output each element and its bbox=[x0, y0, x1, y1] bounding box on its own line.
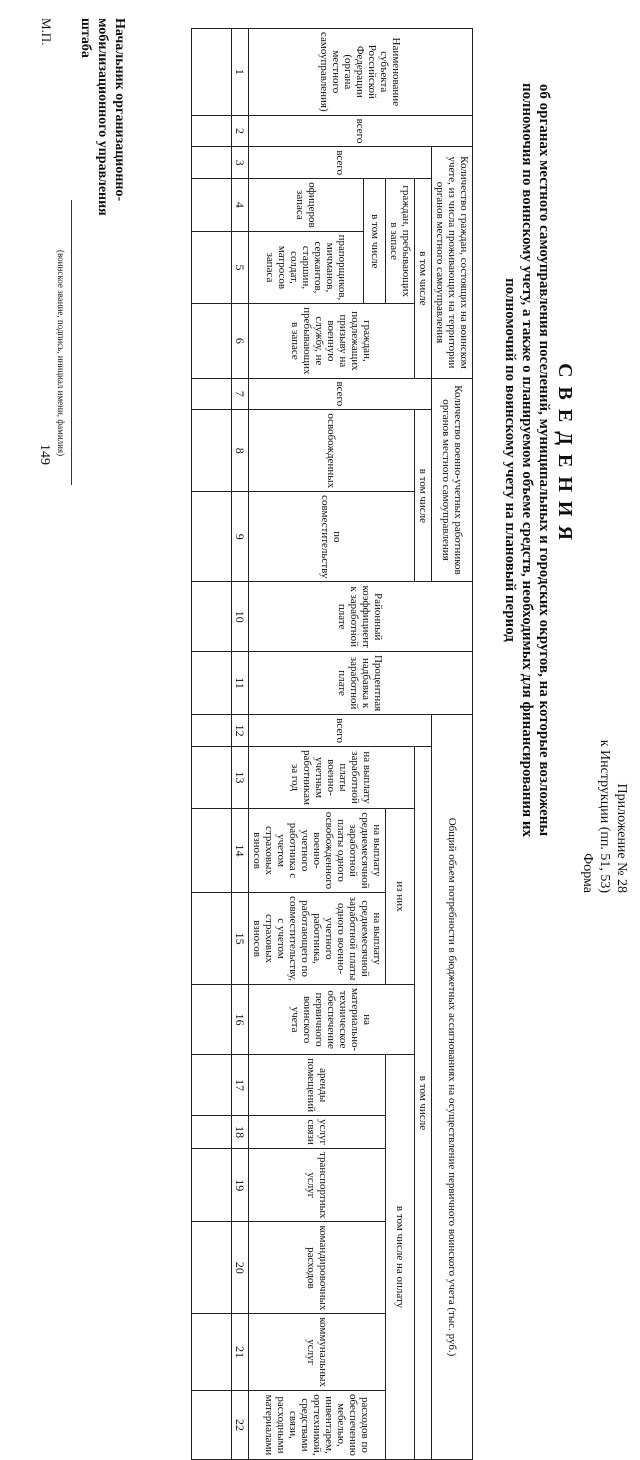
data-table bbox=[191, 28, 473, 1460]
header-staff-group: Количество военно-учетных работников органов местного самоуправления bbox=[432, 378, 473, 582]
appendix-instruction: к Инструкции (пп. 51, 53) bbox=[597, 739, 612, 893]
header-including-payment: в том числе на оплату bbox=[386, 1055, 415, 1460]
column-number: 6 bbox=[232, 304, 249, 378]
header-transport: транспортных услуг bbox=[249, 1149, 386, 1222]
column-number: 14 bbox=[232, 808, 249, 892]
appendix-reference bbox=[579, 740, 630, 893]
column-number: 18 bbox=[232, 1116, 249, 1149]
appendix-number: Приложение № 28 bbox=[614, 783, 629, 893]
header-reserve-soldiers: прапорщиков, мичманов, сержантов, старшин, солдат, матросов запаса bbox=[249, 231, 364, 304]
page-number: 149 bbox=[37, 444, 52, 465]
signature-position-line2: мобилизационного управления bbox=[95, 18, 110, 216]
header-reserve-officers: офицеров запаса bbox=[249, 179, 364, 231]
header-staff-total: всего bbox=[249, 378, 432, 410]
header-citizens-total: всего bbox=[249, 147, 432, 179]
column-number: 20 bbox=[232, 1222, 249, 1314]
column-number: 22 bbox=[232, 1391, 249, 1460]
column-number: 21 bbox=[232, 1314, 249, 1391]
header-total-col2: всего bbox=[249, 115, 473, 147]
header-staff-part-time: по совместительству bbox=[249, 492, 415, 582]
empty-data-row bbox=[192, 29, 232, 1460]
column-number: 9 bbox=[232, 492, 249, 582]
column-number: 19 bbox=[232, 1149, 249, 1222]
column-number: 7 bbox=[232, 378, 249, 410]
header-percentage-bonus: Процентная надбавка к заработной плате bbox=[249, 651, 473, 714]
column-number: 11 bbox=[232, 651, 249, 714]
header-reserve-citizens: граждан, пребывающих в запасе bbox=[386, 179, 415, 304]
signature-position-line3: штаба bbox=[78, 18, 93, 58]
header-funds-group: Общий объем потребности в бюджетных ассигнованиях на осуществление первичного воинского учета (тыс. руб.) bbox=[432, 715, 473, 1460]
appendix-form-label: Форма bbox=[580, 853, 595, 893]
header-equipment: расходов по обеспечению мебелью, инвентарем, оргтехникой, средствами связи, расходными материалами bbox=[249, 1391, 386, 1460]
header-salary-part-time: на выплату среднемесячной заработной платы одного военно-учетного работника, работающего по совместительству, с учетом страховых взносов bbox=[249, 893, 386, 985]
column-number: 15 bbox=[232, 893, 249, 985]
column-number: 13 bbox=[232, 746, 249, 808]
header-reserve-including: в том числе bbox=[364, 179, 386, 304]
signature-line bbox=[71, 200, 72, 485]
document-title: С В Е Д Е Н И Я bbox=[554, 363, 576, 542]
signature-position-line1: Начальник организационно- bbox=[112, 18, 127, 202]
column-number: 16 bbox=[232, 985, 249, 1055]
column-number: 12 bbox=[232, 715, 249, 747]
header-funds-including: в том числе bbox=[415, 746, 432, 1459]
header-of-them: из них bbox=[386, 808, 415, 984]
header-salary-released: на выплату среднемесячной заработной платы одного освобожденного военно-учетного работника с учетом страховых взносов bbox=[249, 808, 386, 892]
header-citizens-group: Количество граждан, состоящих на воинском учете, из числа проживающих на территории органов местного самоуправления bbox=[432, 147, 473, 378]
signature-block bbox=[77, 18, 128, 216]
header-logistics: на материально-техническое обеспечение первичного воинского учета bbox=[249, 985, 415, 1055]
header-staff-released: освобожденных bbox=[249, 410, 415, 492]
header-rent: аренды помещений bbox=[249, 1055, 386, 1116]
header-utilities: коммунальных услуг bbox=[249, 1314, 386, 1391]
document-subtitle: об органах местного самоуправления поселений, муниципальных и городских округов, на которые возложены полномочия по воинскому учету, а также о планируемом объеме средств, необходимых для финансирования их полномочий по воинскому учету на плановый период bbox=[502, 82, 552, 838]
header-entity-name: Наименование субъекта Российской Федерации (органа местного самоуправления) bbox=[249, 29, 473, 116]
header-funds-total: всего bbox=[249, 715, 432, 747]
column-number: 17 bbox=[232, 1055, 249, 1116]
header-citizens-including: в том числе bbox=[415, 179, 432, 378]
seal-placeholder: М.П. bbox=[39, 18, 54, 46]
header-staff-including: в том числе bbox=[415, 410, 432, 582]
header-salary-annual: на выплату заработной платы военно-учетным работникам за год bbox=[249, 746, 415, 808]
column-number: 10 bbox=[232, 582, 249, 652]
column-number: 5 bbox=[232, 231, 249, 304]
column-number: 4 bbox=[232, 179, 249, 231]
header-conscripts: граждан, подлежащих призыву на военную службу, не пребывающих в запасе bbox=[249, 304, 415, 378]
column-number: 1 bbox=[232, 29, 249, 116]
header-communications: услуг связи bbox=[249, 1116, 386, 1149]
header-regional-coefficient: Районный коэффициент к заработной плате bbox=[249, 582, 473, 652]
column-number: 2 bbox=[232, 115, 249, 147]
signature-caption: (воинское звание, подпись, инициал имени, фамилия) bbox=[56, 250, 66, 457]
header-travel: командировочных расходов bbox=[249, 1222, 386, 1314]
column-number: 3 bbox=[232, 147, 249, 179]
column-number: 8 bbox=[232, 410, 249, 492]
